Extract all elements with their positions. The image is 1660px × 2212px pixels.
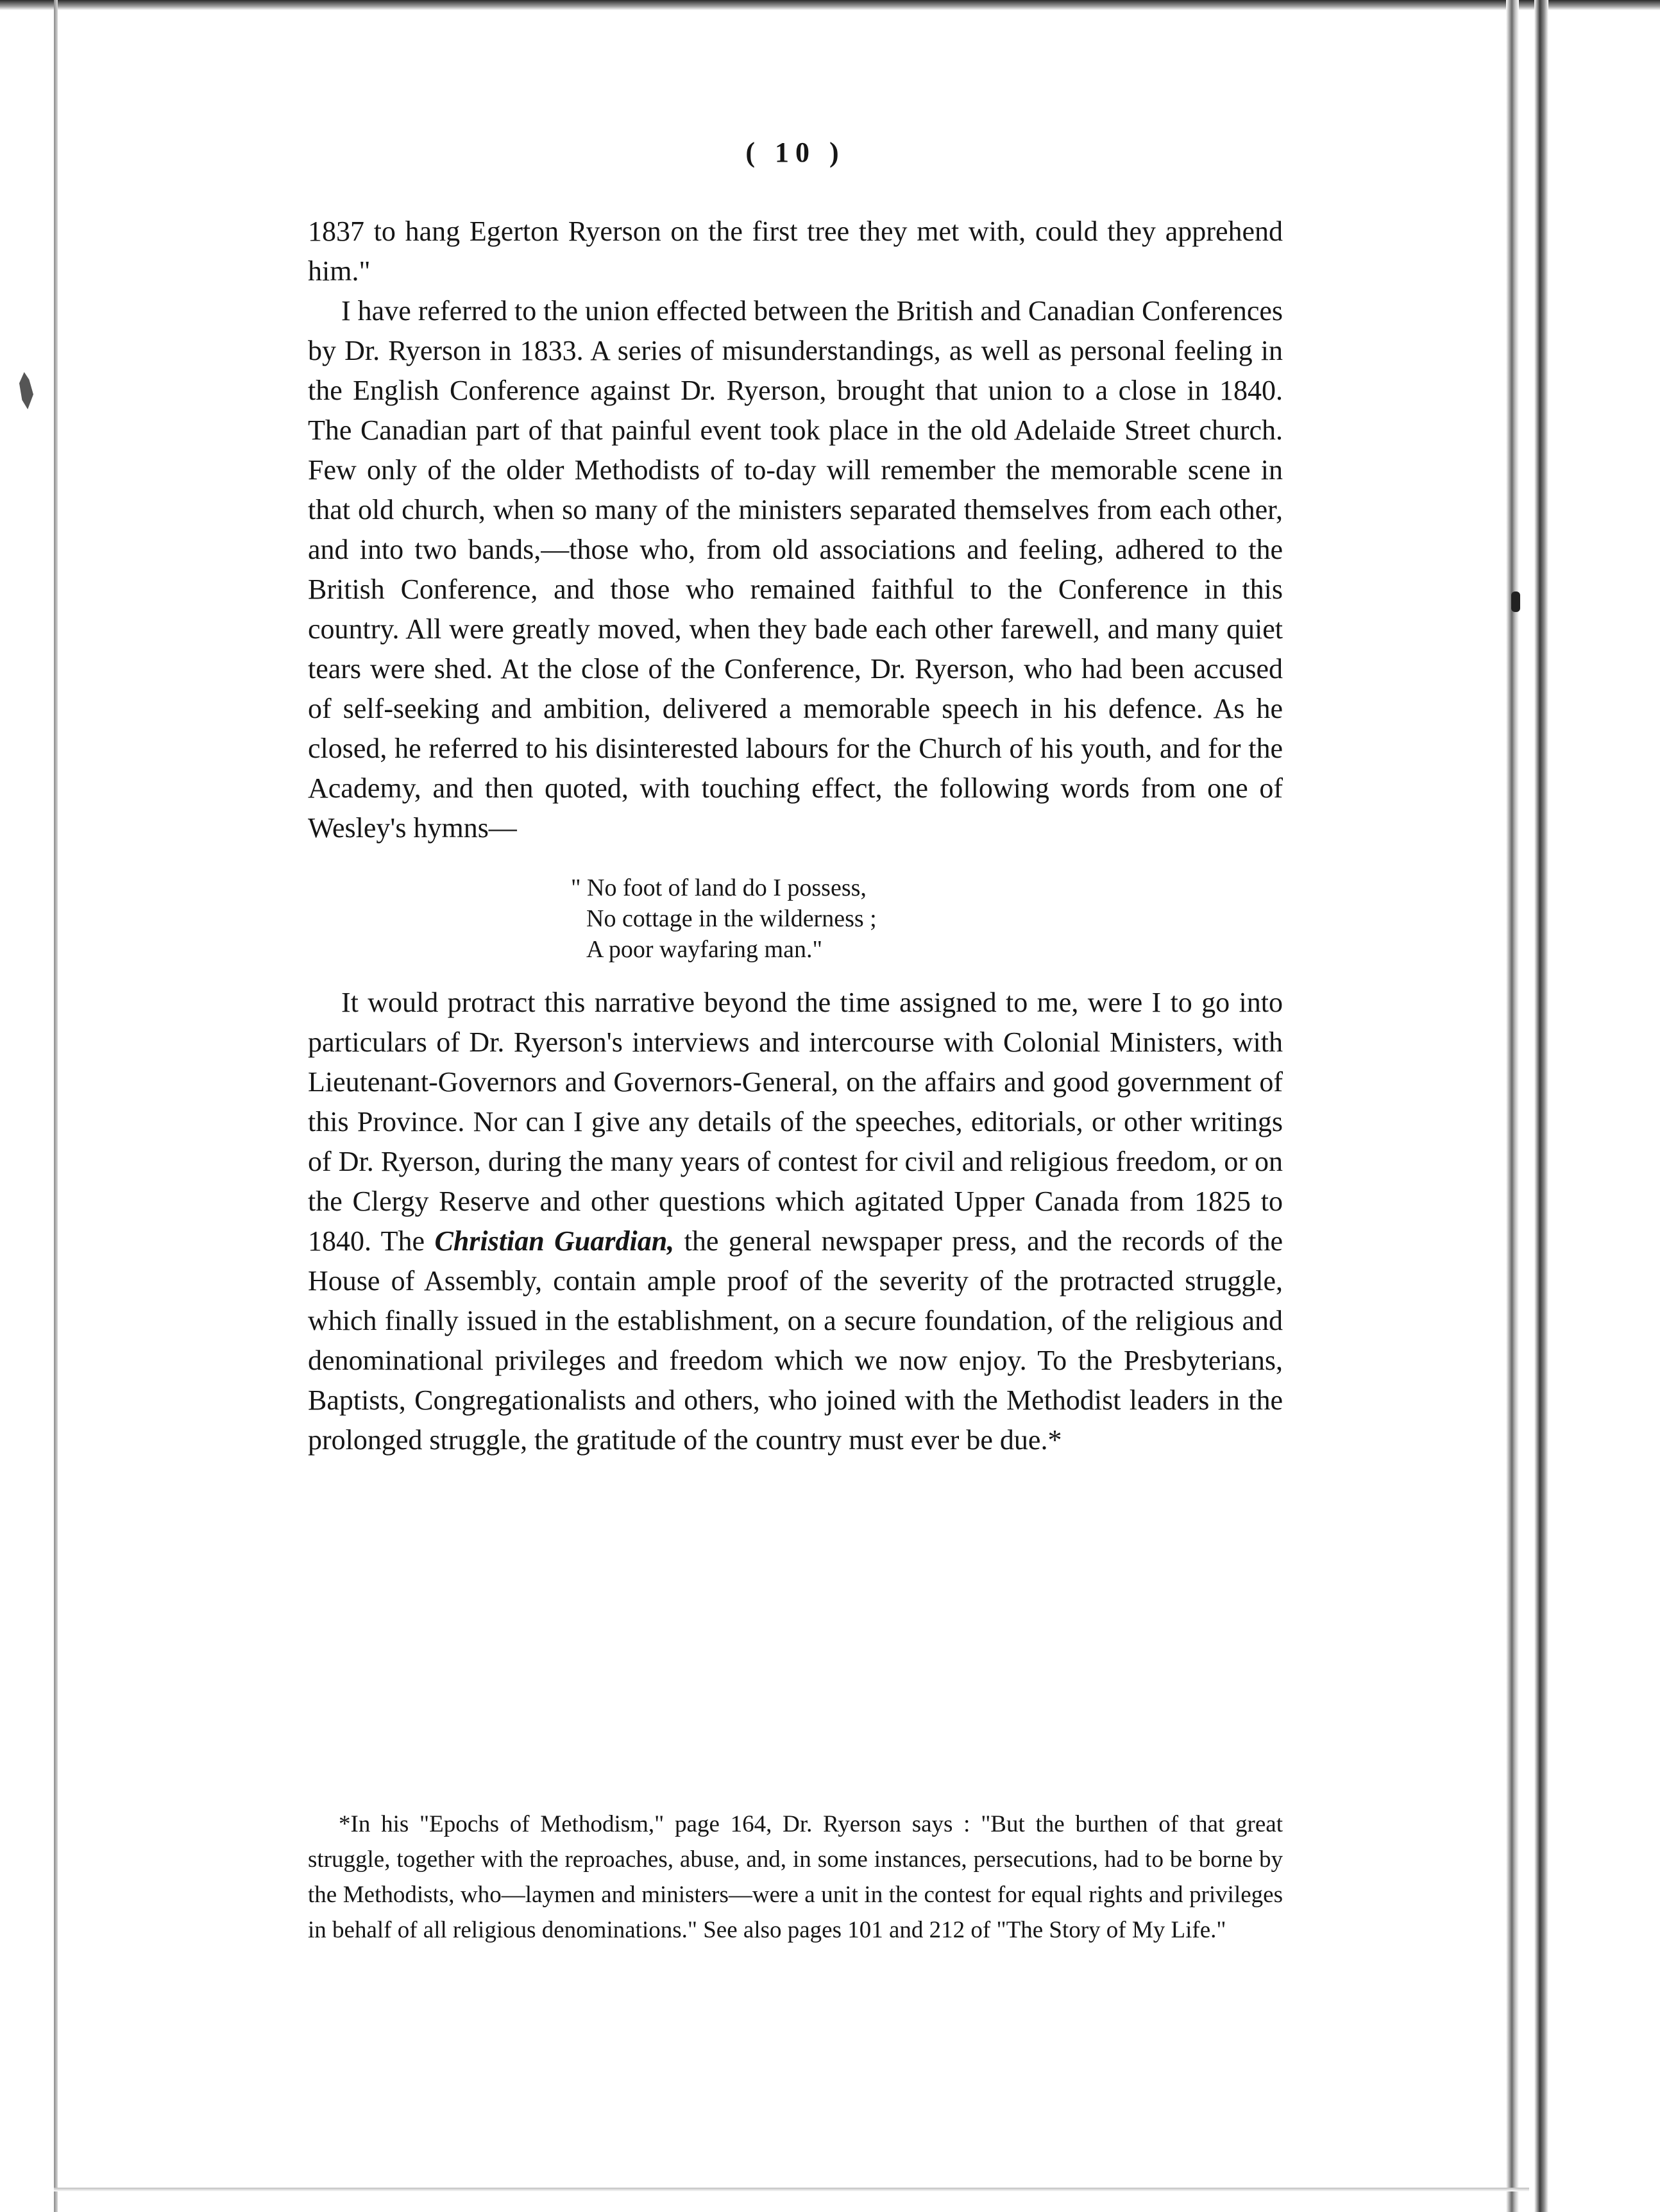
hymn-line: No cottage in the wilderness ;	[586, 905, 877, 932]
hymn-line: " No foot of land do I possess,	[571, 874, 867, 901]
margin-ink-dot	[1511, 591, 1520, 612]
paragraph-text: the general newspaper press, and the records of the House of Assembly, contain ample proof of the severity of the protracted struggle, which finally issued in the establishment, on a secure foundation, of the religious and denominational privileges and freedom which we now enjoy. To the Presbyterians, Baptists, Congregationalists and others, who joined with the Methodist leaders in the prolonged struggle, the gratitude of the country must ever be due.*	[308, 1225, 1283, 1456]
paragraph-continued: 1837 to hang Egerton Ryerson on the first tree they met with, could they apprehend him."	[308, 216, 1283, 287]
page-number: ( 10 )	[745, 137, 845, 168]
page-left-edge	[54, 0, 58, 2212]
page-bottom-edge	[54, 2188, 1529, 2191]
binding-edge	[1534, 0, 1548, 2212]
body-text	[308, 212, 1283, 1460]
hymn-quote	[308, 872, 1283, 965]
paragraph-text: It would protract this narrative beyond the time assigned to me, were I to go into particulars of Dr. Ryerson's interviews and intercourse with Colonial Ministers, with Lieutenant-Governors and Governors-General, on the affairs and good government of this Province. Nor can I give any details of the speeches, editorials, or other writings of Dr. Ryerson, during the many years of contest for civil and religious freedom, or on the Clergy Reserve and other questions which agitated Upper Canada from 1825 to 1840. The	[308, 987, 1283, 1257]
scan-top-shadow	[0, 0, 1660, 10]
newspaper-title: Christian Guardian,	[434, 1225, 675, 1257]
paragraph-narrative	[308, 983, 1283, 1460]
margin-ink-mark	[19, 372, 33, 409]
page-right-edge	[1506, 0, 1519, 2212]
paragraph-union: I have referred to the union effected between the British and Canadian Conferences by Dr. Ryerson in 1833. A series of misunderstandings, as well as personal feeling in the English Conference against Dr. Ryerson, brought that union to a close in 1840. The Canadian part of that painful event took place in the old Adelaide Street church. Few only of the older Methodists of to-day will remember the memorable scene in that old church, when so many of the ministers separated themselves from each other, and into two bands,—those who, from old associations and feeling, adhered to the British Conference, and those who remained faithful to the Conference in this country. All were greatly moved, when they bade each other farewell, and many quiet tears were shed. At the close of the Conference, Dr. Ryerson, who had been accused of self-seeking and ambition, delivered a memorable speech in his defence. As he closed, he referred to his disinterested labours for the Church of his youth, and for the Academy, and then quoted, with touching effect, the following words from one of Wesley's hymns—	[308, 295, 1283, 844]
footnote: *In his "Epochs of Methodism," page 164, Dr. Ryerson says : "But the burthen of that great struggle, together with the reproaches, abuse, and, in some instances, persecutions, had to be borne by the Methodists, who—laymen and ministers—were a unit in the contest for equal rights and privileges in behalf of all religious denominations." See also pages 101 and 212 of "The Story of My Life."	[308, 1811, 1283, 1943]
hymn-line: A poor wayfaring man."	[586, 936, 822, 963]
